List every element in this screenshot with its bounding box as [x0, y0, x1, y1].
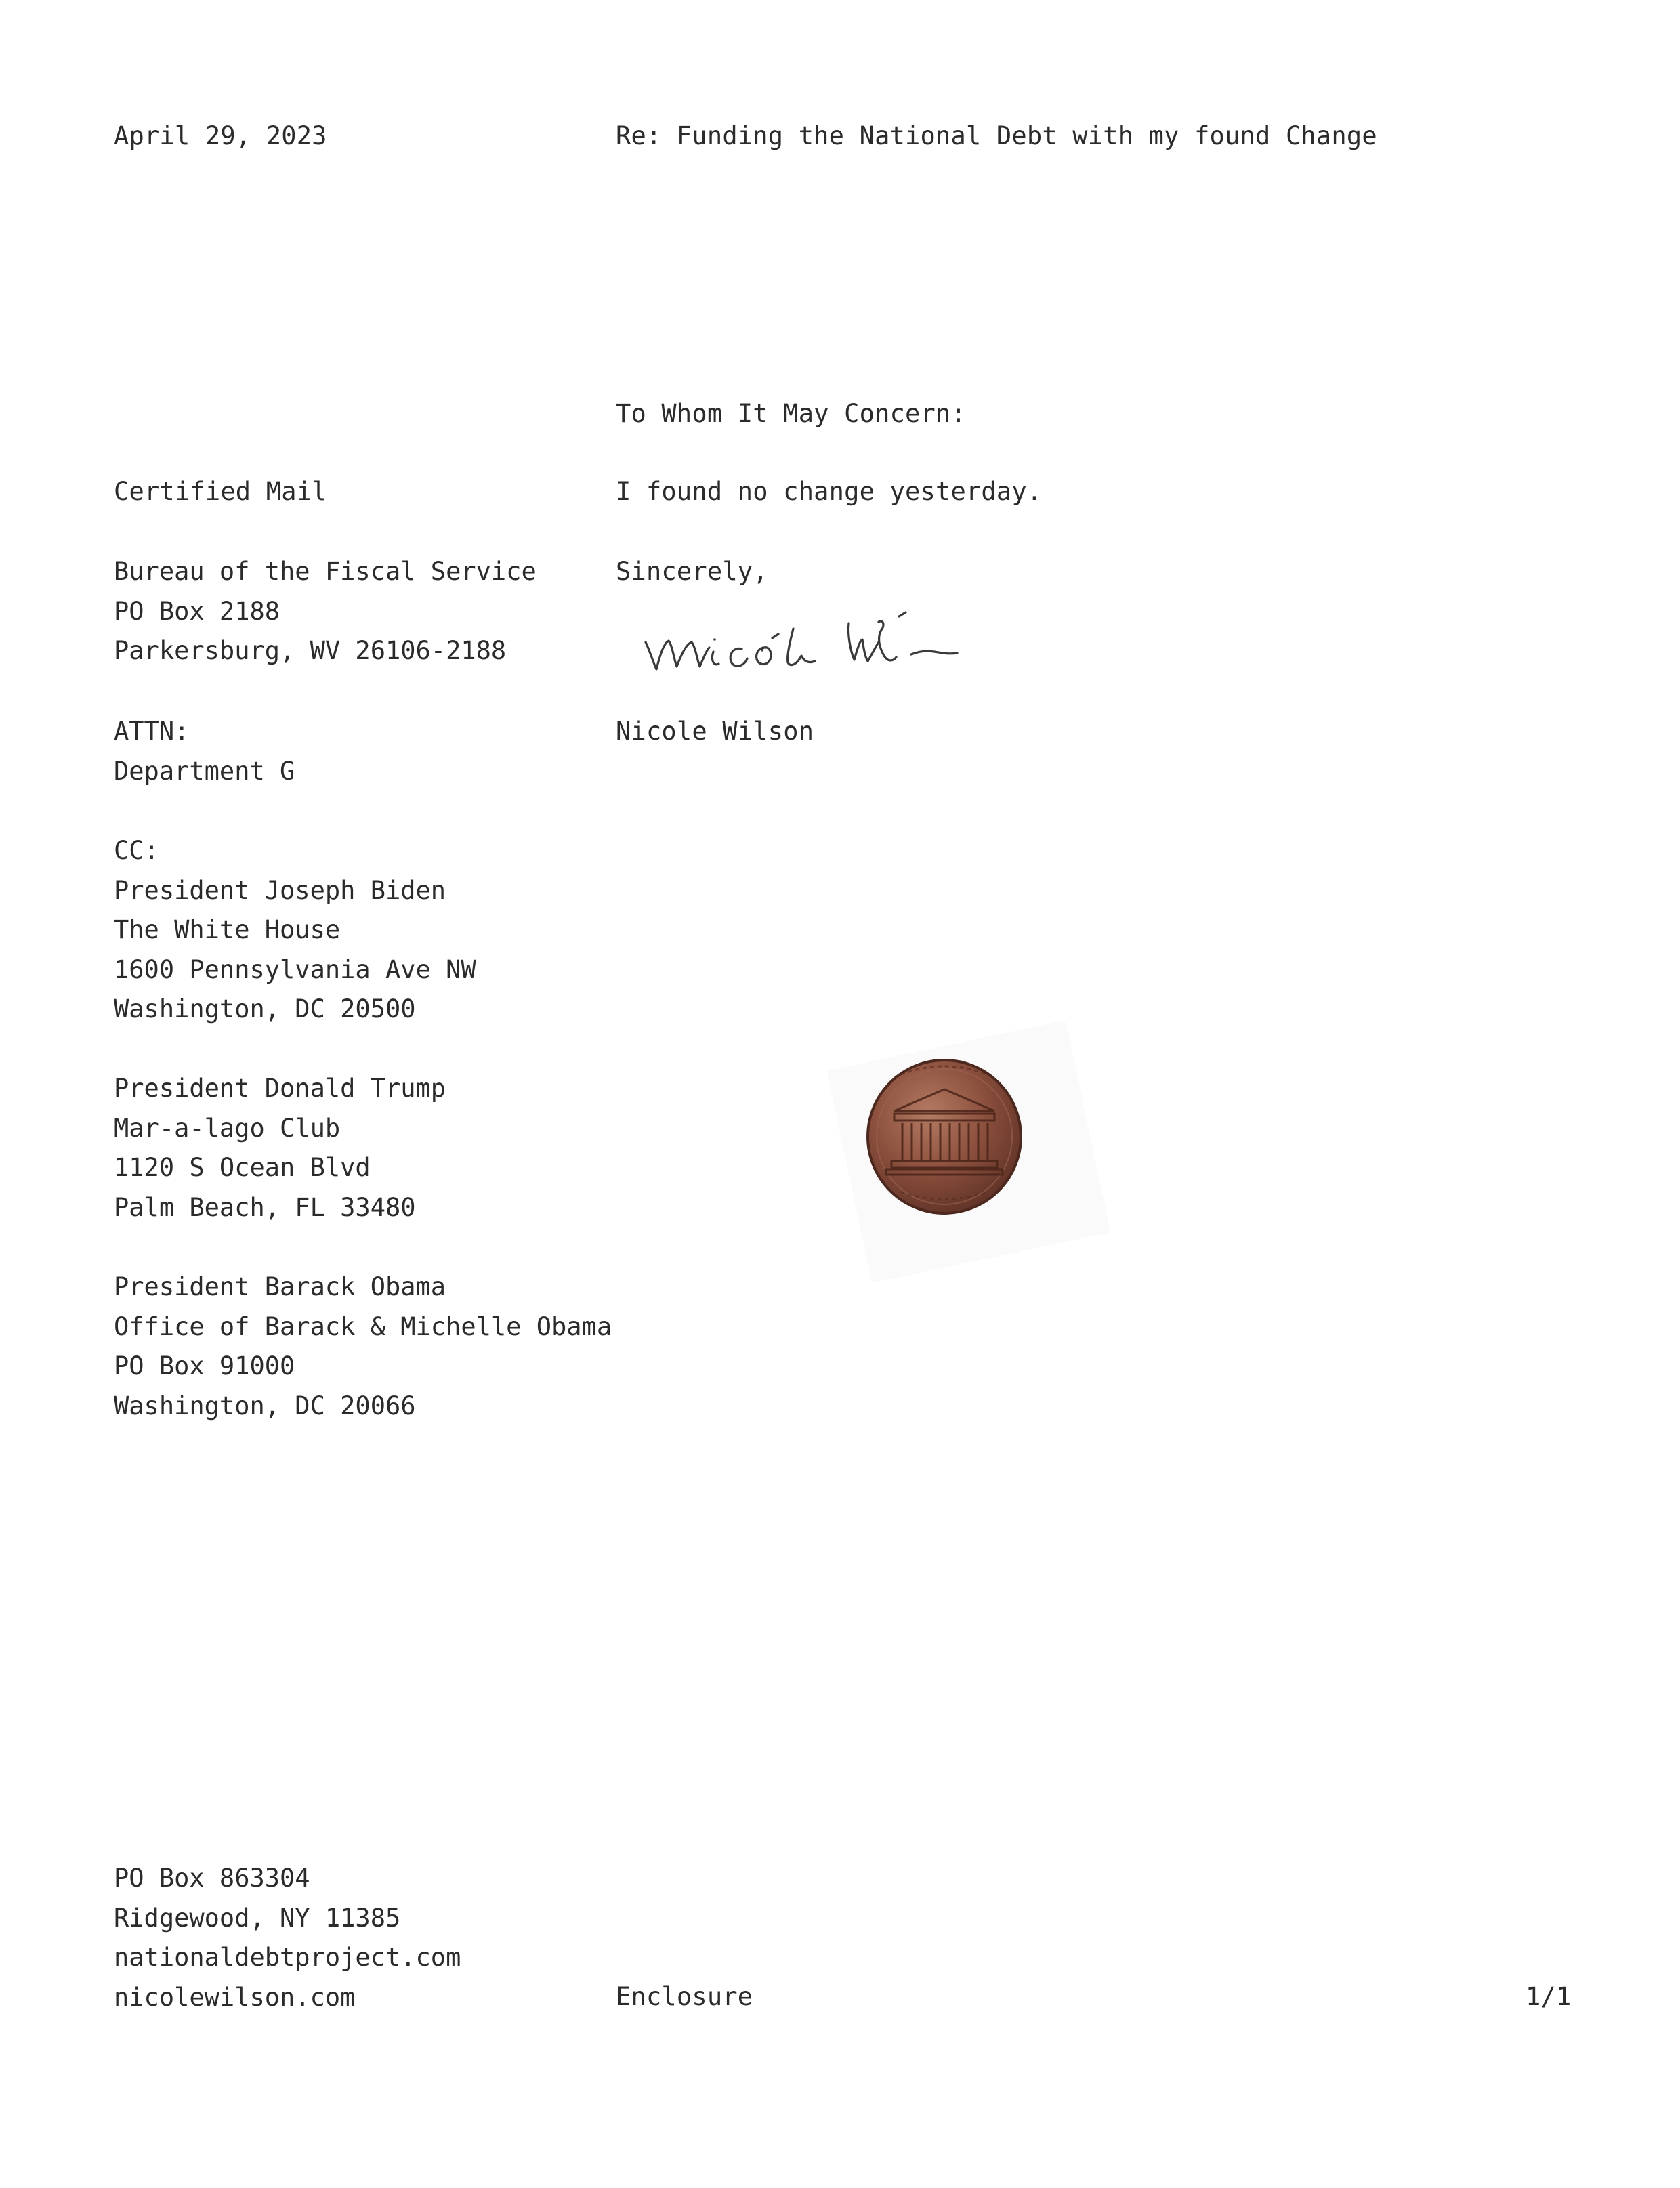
penny-coin-icon: [793, 1003, 1145, 1328]
cc-line: 1120 S Ocean Blvd: [114, 1153, 371, 1182]
enclosure-label: Enclosure: [616, 1982, 753, 2011]
recipient-line: Bureau of the Fiscal Service: [114, 557, 537, 586]
closing: Sincerely,: [616, 557, 768, 586]
cc-line: President Barack Obama: [114, 1272, 446, 1301]
cc-line: Washington, DC 20066: [114, 1391, 416, 1421]
attention-block: [114, 712, 295, 791]
cc-line: 1600 Pennsylvania Ave NW: [114, 954, 476, 984]
cc-line: PO Box 91000: [114, 1351, 295, 1381]
signer-name: Nicole Wilson: [616, 717, 814, 746]
enclosed-penny: [793, 1003, 1145, 1328]
letter-subject: Re: Funding the National Debt with my found Change: [616, 121, 1377, 150]
cc-line: President Donald Trump: [114, 1074, 446, 1103]
attn-value: Department G: [114, 756, 295, 786]
sender-website: nationaldebtproject.com: [114, 1943, 461, 1972]
cc-line: Washington, DC 20500: [114, 994, 416, 1024]
cc-block-3: [114, 1267, 612, 1426]
cc-line: Mar-a-lago Club: [114, 1113, 341, 1143]
page-number: 1/1: [1526, 1982, 1572, 2011]
sender-line: Ridgewood, NY 11385: [114, 1903, 401, 1933]
cc-line: Office of Barack & Michelle Obama: [114, 1311, 612, 1341]
attn-label: ATTN:: [114, 717, 190, 746]
recipient-line: Parkersburg, WV 26106-2188: [114, 636, 507, 665]
mailing-method: Certified Mail: [114, 477, 327, 506]
salutation: To Whom It May Concern:: [616, 399, 966, 428]
cc-label: CC:: [114, 836, 159, 865]
letter-date: April 29, 2023: [114, 121, 327, 150]
letter-message: I found no change yesterday.: [616, 477, 1043, 506]
cc-line: President Joseph Biden: [114, 875, 446, 905]
cc-block-2: [114, 1069, 446, 1227]
recipient-line: PO Box 2188: [114, 596, 280, 626]
cc-block-1: [114, 831, 476, 1030]
sender-website: nicolewilson.com: [114, 1982, 356, 2012]
cc-line: The White House: [114, 915, 341, 944]
sender-address: [114, 1859, 461, 2017]
sender-line: PO Box 863304: [114, 1864, 310, 1893]
handwritten-signature: [633, 596, 986, 684]
cc-line: Palm Beach, FL 33480: [114, 1192, 416, 1222]
recipient-address: [114, 552, 537, 671]
